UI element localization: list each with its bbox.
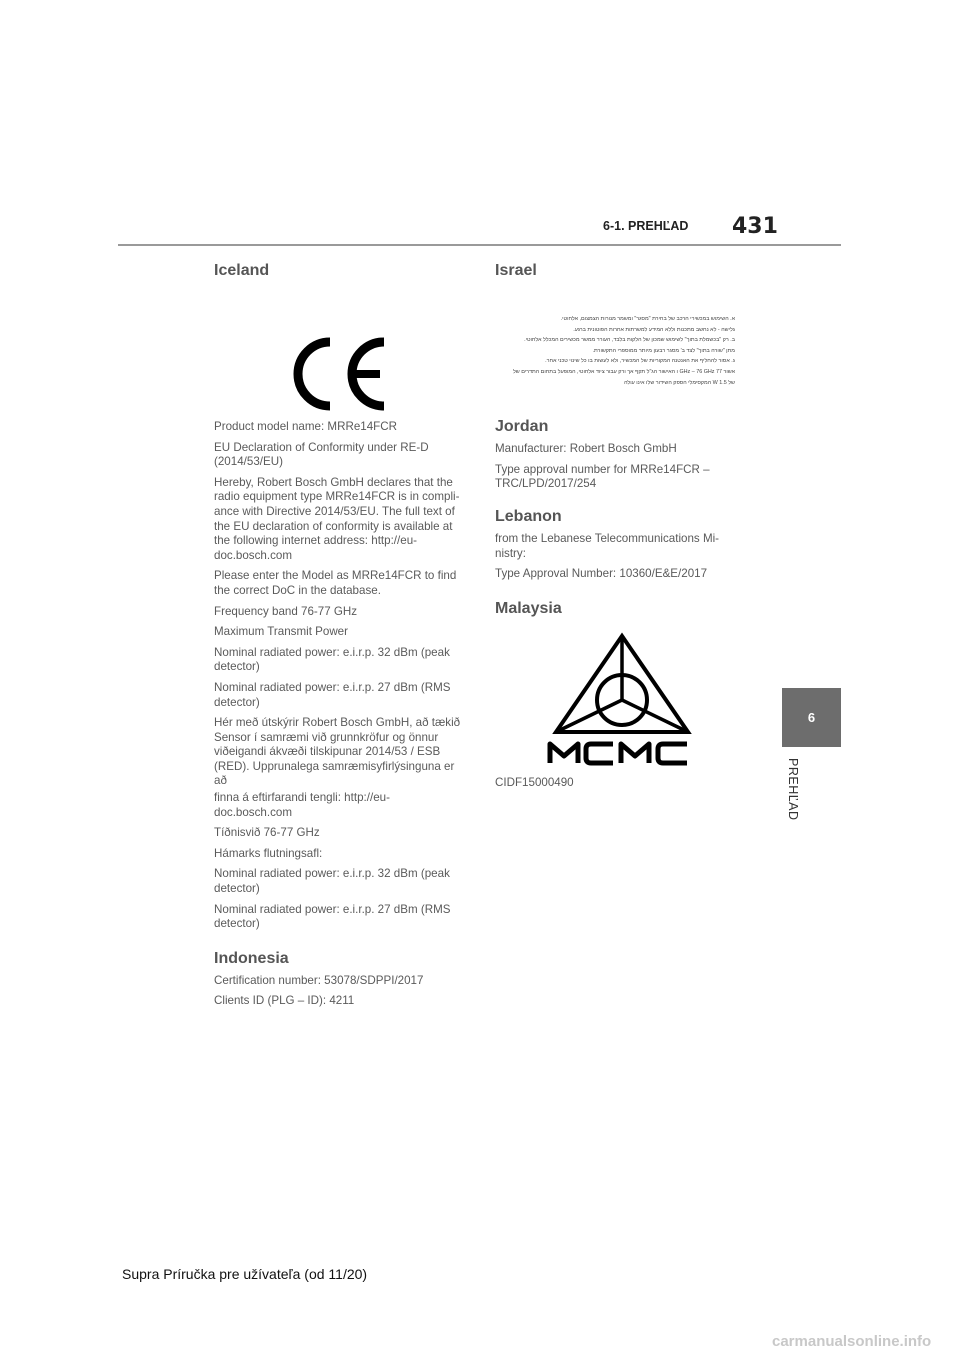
mcmc-logo-icon <box>547 632 697 766</box>
heading-israel: Israel <box>495 262 537 279</box>
heading-iceland: Iceland <box>214 262 270 279</box>
heading-jordan: Jordan <box>495 418 549 436</box>
iceland-paragraph: Nominal radiated power: e.i.r.p. 27 dBm (RMS detector) <box>214 902 451 931</box>
iceland-paragraph: Frequency band 76-77 GHz <box>214 604 358 618</box>
hebrew-line: מתן "שורה בתוך" לצד ב' מסגר רבעון מיותר ממוספרי התקשורת. <box>592 347 735 354</box>
iceland-paragraph: Hér með útskýrir Robert Bosch GmbH, að tækið Sensor í samræmi við grunnkröfur og önnur viðeigandi ákvæði tilskipunar 2014/53 / ESB (RED). Upprunalega samræmisyfirlýsinguna er að <box>214 716 461 788</box>
iceland-paragraph: Hámarks flutningsafl: <box>214 846 323 860</box>
iceland-paragraph: Maximum Transmit Power <box>214 625 348 639</box>
header-rule <box>118 244 841 246</box>
iceland-paragraph: Hereby, Robert Bosch GmbH declares that the radio equipment type MRRe14FCR is in compli-ance with Directive 2014/53/EU. The full text of the EU declaration of conformity is available at the following internet address: http://eu-doc.bosch.com <box>214 475 460 562</box>
hebrew-line: ג. אסור להחליף את האנטנה המקוריות של המכשיר, ולא לעשות בו כל שינוי טכני אחר. <box>545 358 735 365</box>
iceland-paragraph: Nominal radiated power: e.i.r.p. 32 dBm (peak detector) <box>214 867 450 896</box>
hebrew-line: א. השימוש במכשירי הרכב של בחירת "מסגר" ומשמר מנורות הצמצום, אלחוטי. <box>560 316 735 322</box>
section-title: 6-1. PREHĽAD <box>603 219 689 233</box>
hebrew-line: של W 1.5 המקסימלי הספק השידור שלו אינו עולה <box>624 379 735 386</box>
iceland-paragraph: Nominal radiated power: e.i.r.p. 27 dBm (RMS detector) <box>214 680 451 709</box>
right-column <box>495 262 739 796</box>
indonesia-paragraph: Certification number: 53078/SDPPI/2017 <box>214 973 424 987</box>
watermark[interactable]: carmanualsonline.info <box>772 1333 932 1350</box>
hebrew-line: אשור 77 GHz – 76 GHz ו האישור הג"ל תקף אך ורק עבור ציוד אלחוטי, המופעל בתחום התדרים של <box>512 368 735 375</box>
chapter-label: PREHĽAD <box>786 758 800 821</box>
ce-mark-icon <box>292 334 392 414</box>
lebanon-paragraph: from the Lebanese Telecommunications Mi-nistry: <box>495 531 720 560</box>
malaysia-paragraph: CIDF15000490 <box>495 775 574 789</box>
iceland-paragraph: Product model name: MRRe14FCR <box>214 420 397 433</box>
jordan-paragraph: Manufacturer: Robert Bosch GmbH <box>495 442 677 456</box>
ce-logo-area <box>214 280 466 420</box>
iceland-paragraph: EU Declaration of Conformity under RE-D (2014/53/EU) <box>214 440 429 469</box>
hebrew-notice <box>499 314 735 388</box>
left-column <box>214 262 466 1015</box>
hebrew-line: גלישה - לא נחשב מתכנות וללא המידע למשרתות אחרות הפוטונית ברגע. <box>573 326 735 333</box>
iceland-paragraph: Please enter the Model as MRRe14FCR to find the correct DoC in the database. <box>214 569 457 597</box>
iceland-paragraph: finna á eftirfarandi tengli: http://eu-doc.bosch.com <box>214 791 390 819</box>
mcmc-logo-area <box>495 618 739 776</box>
heading-indonesia: Indonesia <box>214 949 289 967</box>
chapter-number: 6 <box>807 710 816 725</box>
footer-text: Supra Príručka pre užívateľa (od 11/20) <box>122 1266 368 1282</box>
lebanon-paragraph: Type Approval Number: 10360/E&E/2017 <box>495 567 708 581</box>
heading-malaysia: Malaysia <box>495 599 562 617</box>
page-number: 431 <box>732 214 778 239</box>
iceland-paragraph: Tíðnisvið 76-77 GHz <box>214 826 320 840</box>
heading-lebanon: Lebanon <box>495 507 562 525</box>
indonesia-paragraph: Clients ID (PLG – ID): 4211 <box>214 994 355 1008</box>
jordan-paragraph: Type approval number for MRRe14FCR – TRC/LPD/2017/254 <box>495 462 710 491</box>
hebrew-line: ב. רק "בכשמלת בתוך" לשימוש שמכון של הלקות בלבד, העורר ממשר מכשירים המכלל אלחוטי. <box>524 337 735 344</box>
chapter-tab[interactable] <box>782 688 841 747</box>
iceland-paragraph: Nominal radiated power: e.i.r.p. 32 dBm (peak detector) <box>214 645 450 674</box>
